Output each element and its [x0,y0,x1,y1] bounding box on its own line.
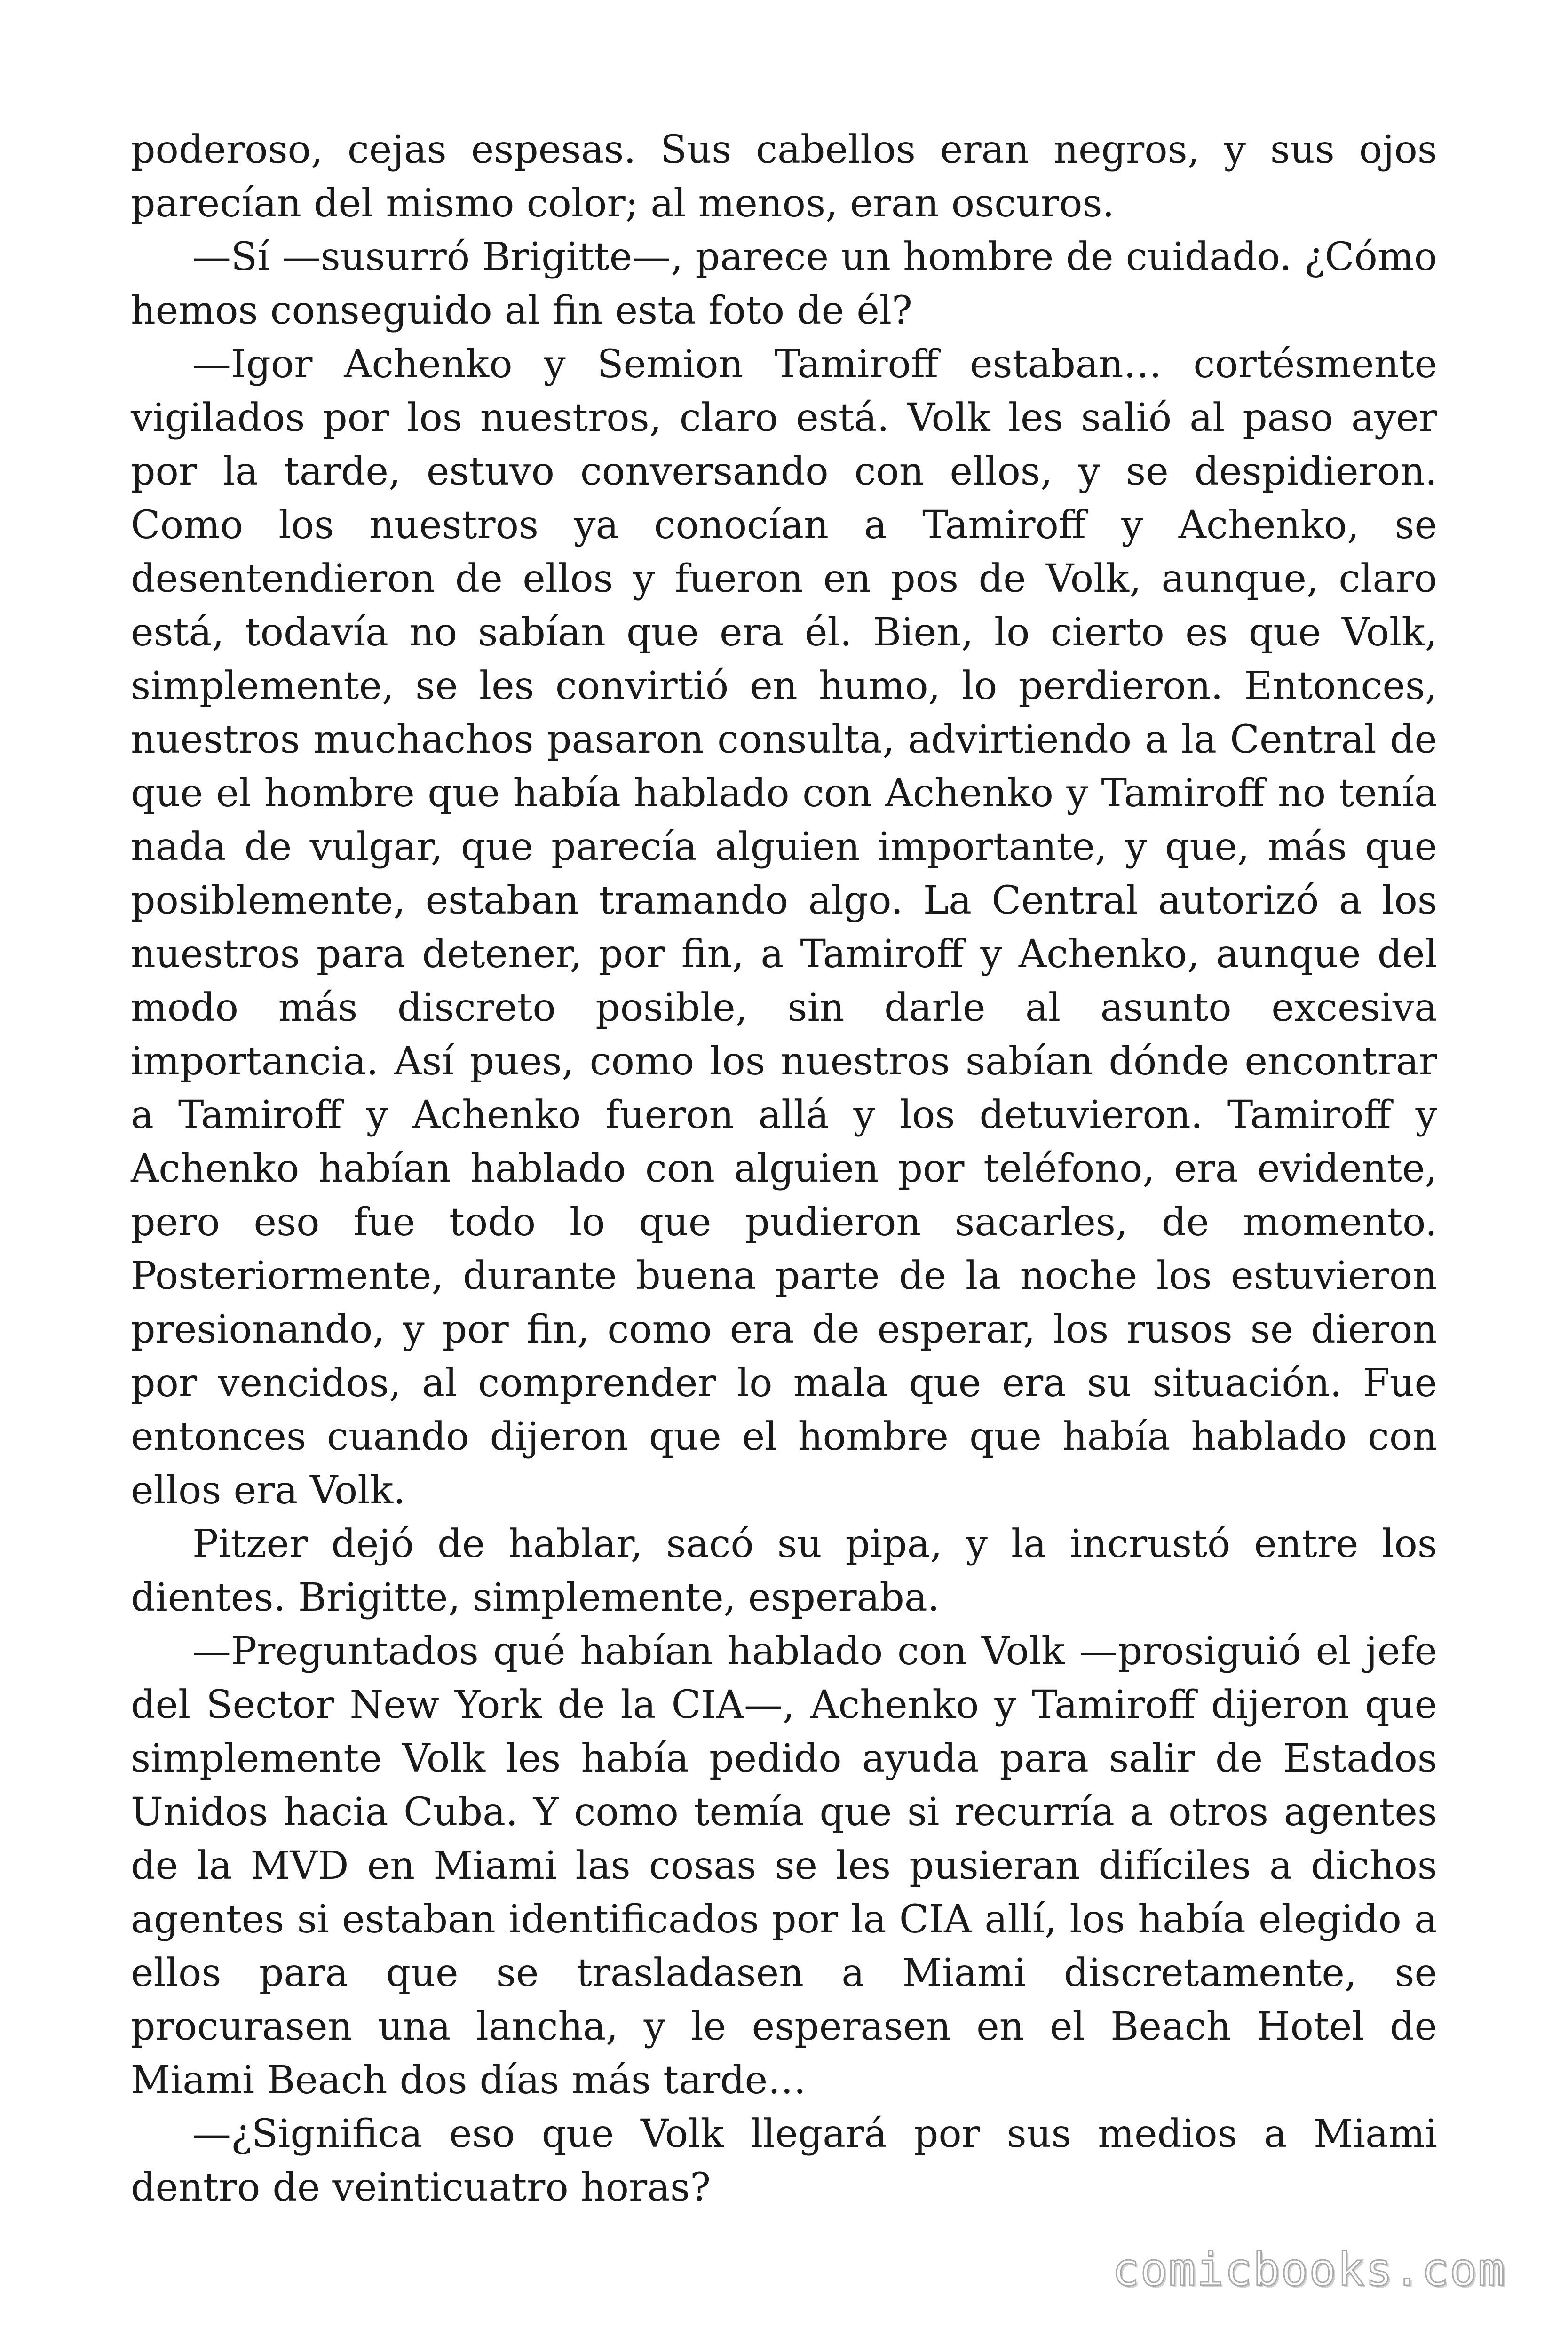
paragraph-dialogue-brigitte: —Sí —susurró Brigitte—, parece un hombre de cuidado. ¿Cómo hemos conseguido al fin esta foto de él? [131,235,1437,333]
paragraph-dialogue-pitzer-continues: —Preguntados qué habían hablado con Volk —prosiguió el jefe del Sector New York de la CIA—, Achenko y Tamiroff dijeron que simplemente Volk les había pedido ayuda para salir de Estados Unidos hacia Cuba. Y como temía que si recurría a otros agentes de la MVD en Miami las cosas se les pusieran difíciles a dichos agentes si estaban identificados por la CIA allí, los había elegido a ellos para que se trasladasen a Miami discretamente, se procurasen una lancha, y le esperasen en el Beach Hotel de Miami Beach dos días más tarde… [131,1629,1437,2103]
watermark-logo: comicbooks.com [1112,2243,1506,2296]
paragraph-dialogue-pitzer-account: —Igor Achenko y Semion Tamiroff estaban… cortésmente vigilados por los nuestros, claro está. Volk les salió al paso ayer por la tarde, estuvo conversando con ellos, y se despidieron. Como los nuestros ya conocían a Tamiroff y Achenko, se desentendieron de ellos y fueron en pos de Volk, aunque, claro está, todavía no sabían que era él. Bien, lo cierto es que Volk, simplemente, se les convirtió en humo, lo perdieron. Entonces, nuestros muchachos pasaron consulta, advirtiendo a la Central de que el hombre que había hablado con Achenko y Tamiroff no tenía nada de vulgar, que parecía alguien importante, y que, más que posiblemente, estaban tramando algo. La Central autorizó a los nuestros para detener, por fin, a Tamiroff y Achenko, aunque del modo más discreto posible, sin darle al asunto excesiva importancia. Así pues, como los nuestros sabían dónde encontrar a Tamiroff y Achenko fueron allá y los detuvieron. Tamiroff y Achenko habían hablado con alguien por teléfono, era evidente, pero eso fue todo lo que pudieron sacarles, de momento. Posteriormente, durante buena parte de la noche los estuvieron presionando, y por fin, como era de esperar, los rusos se dieron por vencidos, al comprender lo mala que era su situación. Fue entonces cuando dijeron que el hombre que había hablado con ellos era Volk. [131,342,1437,1513]
paragraph-continuation: poderoso, cejas espesas. Sus cabellos eran negros, y sus ojos parecían del mismo color; al menos, eran oscuros. [131,127,1437,226]
paragraph-dialogue-question: —¿Significa eso que Volk llegará por sus medios a Miami dentro de veinticuatro horas? [131,2112,1437,2210]
paragraph-narration-pitzer-pipe: Pitzer dejó de hablar, sacó su pipa, y la incrustó entre los dientes. Brigitte, simplemente, esperaba. [131,1522,1437,1620]
page-text [131,123,1437,2215]
